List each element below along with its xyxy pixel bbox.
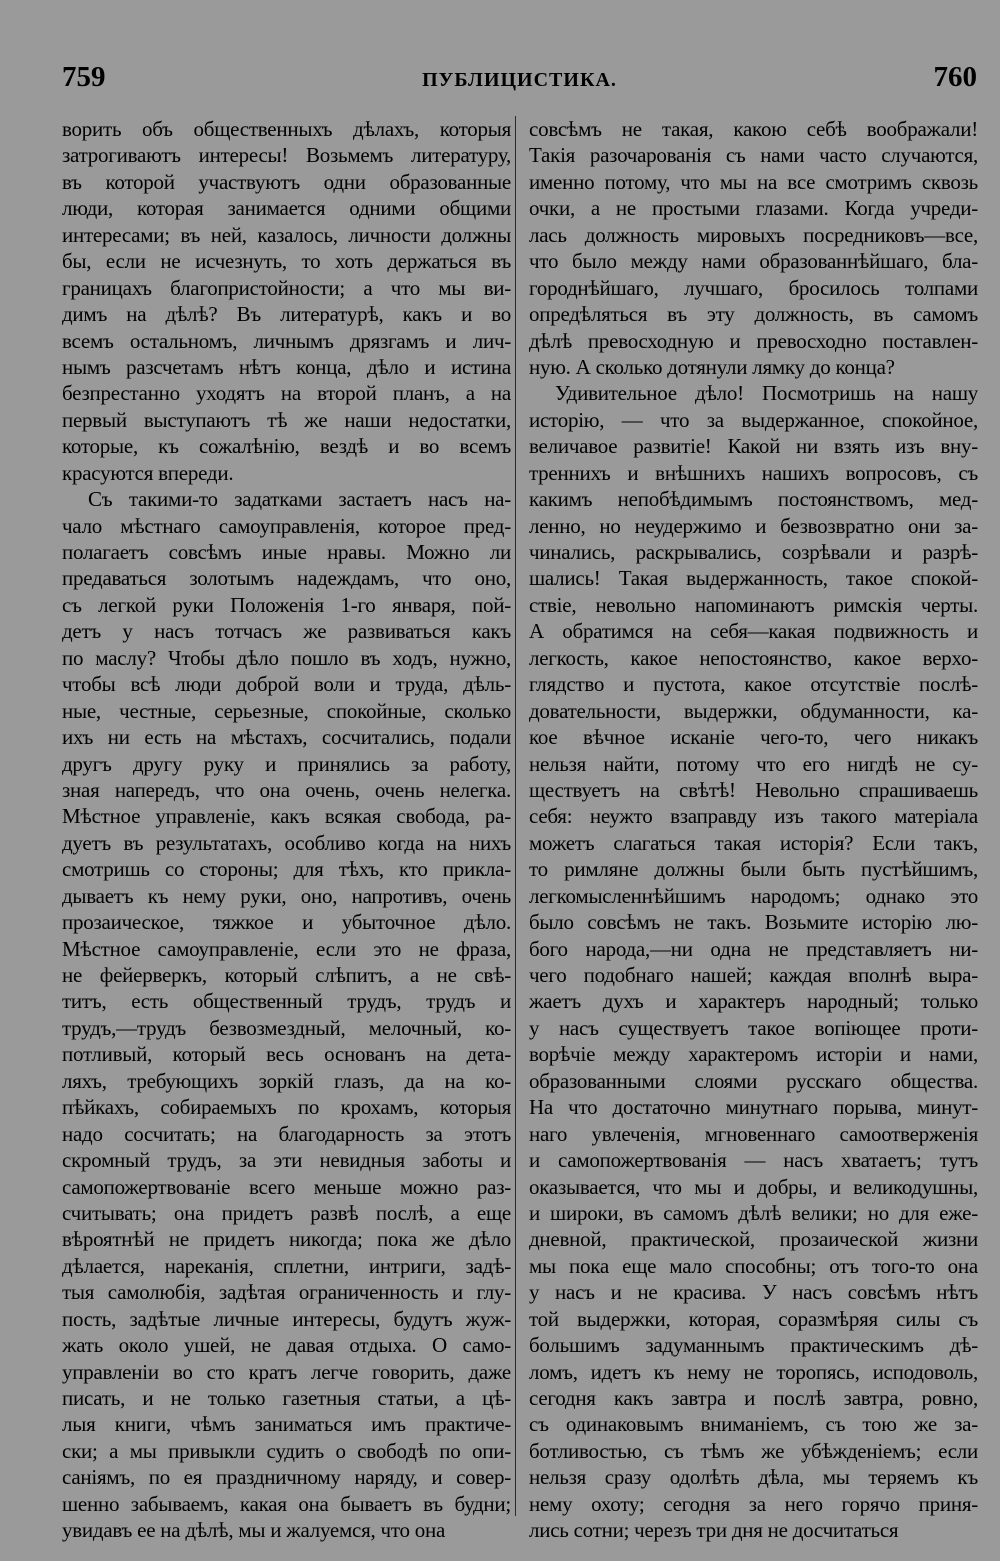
text-line: и самопожертвованія — насъ хватаетъ; тутъ (529, 1148, 978, 1173)
text-line: тыя самолюбія, задѣтая ограниченность и глу- (62, 1280, 511, 1305)
text-line: нымъ разсчетамъ нѣтъ конца, дѣло и истина (62, 354, 511, 379)
text-line: именно потому, что мы на все смотримъ сквозь (529, 169, 978, 194)
text-line: Такія разочарованія съ нами часто случаются, (529, 143, 978, 168)
text-line: дѣлѣ превосходную и превосходно поставлен- (529, 328, 978, 353)
text-line: потливый, который весь основанъ на дета- (62, 1042, 511, 1067)
text-line: жаетъ духъ и характеръ народный; только (529, 989, 978, 1014)
text-line: предаваться золотымъ надеждамъ, что оно, (62, 566, 511, 591)
text-line: кое вѣчное исканіе чего-то, чего никакъ (529, 725, 978, 750)
text-line: мы пока еще мало способны; отъ того-то она (529, 1253, 978, 1278)
text-line: чего подобнаго нашей; каждая вполнѣ выра- (529, 963, 978, 987)
text-line: считывать; она придетъ развѣ послѣ, а еще (62, 1200, 511, 1225)
text-line: самопожертвованіе всего меньше можно раз- (62, 1174, 511, 1199)
text-line: величавое развитіе! Какой ни взять изъ вну- (529, 434, 978, 459)
text-line: не фейерверкъ, который слѣпитъ, а не свѣ- (62, 963, 511, 987)
text-line: треннихъ и внѣшнихъ нашихъ вопросовъ, съ (529, 460, 978, 485)
text-line: ихъ ни есть на мѣстахъ, сосчитались, подали (62, 725, 511, 750)
text-line: дываетъ къ нему руки, оно, напротивъ, очень (62, 883, 511, 908)
text-line: совсѣмъ не такая, какою себѣ воображали! (529, 117, 978, 141)
text-line: Удивительное дѣло! Посмотришь на нашу (555, 381, 978, 406)
text-line: жать около ушей, не давая отдыха. О само- (62, 1333, 511, 1358)
text-line: интересами; въ ней, казалось, личности должны (62, 222, 511, 247)
left-text-column (62, 116, 511, 1544)
text-line: зная напередъ, что она очень, очень нелегка. (62, 777, 511, 802)
text-line: пость, задѣтые личные интересы, будутъ жуж- (62, 1306, 511, 1331)
text-line: какимъ непобѣдимымъ постоянствомъ, мед- (529, 487, 978, 512)
text-line: другъ другу руку и принялись за работу, (62, 751, 511, 776)
text-line: димъ на дѣлѣ? Въ литературѣ, какъ и во (62, 302, 511, 327)
page-number-right: 760 (933, 61, 977, 93)
text-line: чинались, раскрывались, созрѣвали и разрѣ- (529, 540, 978, 564)
text-line: надо сосчитать; на благодарность за этотъ (62, 1121, 511, 1146)
text-line: легкость, какое непостоянство, какое верхо- (529, 645, 978, 670)
text-line: съ легкой руки Положенія 1-го января, пой- (62, 592, 511, 617)
text-line: титъ, есть общественный трудъ, трудъ и (62, 989, 511, 1014)
text-line: писать, и не только газетныя статьи, а цѣ- (62, 1386, 511, 1410)
text-line: ществуетъ на свѣтѣ! Невольно спрашиваешь (529, 777, 978, 802)
running-title: ПУБЛИЦИСТИКА. (422, 69, 617, 91)
text-line: нельзя сразу одолѣть дѣла, мы теряемъ къ (529, 1465, 978, 1490)
text-line: ленно, но неудержимо и безвозвратно они за- (529, 513, 978, 538)
text-line: Съ такими-то задатками застаетъ насъ на- (88, 487, 511, 512)
text-line: трудъ,—трудъ безвозмездный, мелочный, ко- (62, 1015, 511, 1040)
text-line: первый выступаютъ тѣ же наши недостатки, (62, 407, 511, 432)
text-line: пѣйкахъ, собираемыхъ по крохамъ, которыя (62, 1095, 511, 1120)
text-line: исторію, — что за выдержанное, спокойное, (529, 407, 978, 432)
text-line: очки, а не простыми глазами. Когда учреди- (529, 196, 978, 221)
text-line: шались! Такая выдержанность, такое спокой- (529, 566, 978, 591)
text-line: полагаетъ совсѣмъ иные нравы. Можно ли (62, 540, 511, 564)
text-line: ботливостью, съ тѣмъ же убѣжденіемъ; если (529, 1438, 978, 1463)
text-line: дуетъ въ результатахъ, особливо когда на нихъ (62, 830, 511, 855)
text-line: шенно забываемъ, какая она бываетъ въ будни; (62, 1491, 511, 1516)
column-divider (515, 116, 516, 1516)
text-line: люди, которая занимается одними общими (62, 196, 511, 221)
text-line: ные, честные, серьезные, спокойные, сколько (62, 698, 511, 723)
text-line: ломъ, идетъ къ нему не торопясь, исподоволь, (529, 1359, 978, 1384)
text-line: бы, если не исчезнуть, то хоть держаться въ (62, 249, 511, 274)
text-line: по маслу? Чтобы дѣло пошло въ ходъ, нужно, (62, 645, 511, 670)
text-line: границахъ благопристойности; а что мы ви- (62, 275, 511, 300)
text-line: ствіе, невольно напоминаютъ римскія черты. (529, 592, 978, 617)
text-line: у насъ и не красива. У насъ совсѣмъ нѣтъ (529, 1280, 978, 1305)
text-line: скромный трудъ, за эти невидныя заботы и (62, 1148, 511, 1173)
text-line: смотришь со стороны; для тѣхъ, кто прикла- (62, 857, 511, 882)
text-line: дѣлается, нареканія, сплетни, интриги, задѣ- (62, 1253, 511, 1278)
text-line: Мѣстное самоуправленіе, если это не фраза, (62, 936, 511, 961)
text-line: ворить объ общественныхъ дѣлахъ, которыя (62, 117, 511, 141)
right-text-column (529, 116, 978, 1544)
text-line: безпрестанно уходятъ на второй планъ, а на (62, 381, 511, 406)
text-line: себя: неужто взаправду изъ такого матеріала (529, 804, 978, 829)
text-line: дневной, практической, прозаической жизни (529, 1227, 978, 1252)
text-line: детъ у насъ тотчасъ же развиваться какъ (62, 619, 511, 644)
text-line: то римляне должны были быть пустѣйшимъ, (529, 857, 978, 882)
text-line: лись сотни; черезъ три дня не досчитаться (529, 1518, 899, 1543)
text-line: городнѣйшаго, лучшаго, бросилось толпами (529, 275, 978, 300)
text-line: глядство и пустота, какое отсутствіе послѣ- (529, 672, 978, 697)
text-line: опредѣляться въ эту должность, въ самомъ (529, 302, 978, 327)
text-line: затрогиваютъ интересы! Возьмемъ литературу, (62, 143, 511, 168)
text-line: образованными слоями русскаго общества. (529, 1068, 978, 1093)
text-line: сегодня какъ завтра и послѣ завтра, ровно, (529, 1386, 978, 1410)
text-line: ски; а мы привыкли судить о свободѣ по опи- (62, 1438, 511, 1463)
text-line: бого народа,—ни одна не представляетъ ни- (529, 936, 978, 961)
text-line: лыя книги, чѣмъ заниматься имъ практиче- (62, 1412, 511, 1437)
text-line: оказывается, что мы и добры, и великодушны, (529, 1174, 978, 1199)
text-line: саніямъ, по ея праздничному наряду, и совер- (62, 1465, 511, 1490)
page-number-left: 759 (62, 61, 106, 93)
text-line: можетъ слагаться такая исторія? Если такъ, (529, 830, 978, 855)
text-line: легкомысленнѣйшимъ народомъ; однако это (529, 883, 978, 908)
text-line: чтобы всѣ люди доброй воли и труда, дѣль- (62, 672, 511, 697)
text-line: ворѣчіе между характеромъ исторіи и нами, (529, 1042, 978, 1067)
page-header (62, 62, 977, 102)
text-line: которые, къ сожалѣнію, вездѣ и во всемъ (62, 434, 511, 459)
text-line: что было между нами образованнѣйшаго, бла- (529, 249, 978, 274)
text-line: На что достаточно минутнаго порыва, минут- (529, 1095, 978, 1120)
text-line: нему охоту; сегодня за него горячо приня- (529, 1491, 978, 1516)
text-line: большимъ задуманнымъ практическимъ дѣ- (529, 1333, 978, 1358)
text-line: въ которой участвуютъ одни образованные (62, 169, 511, 194)
text-line: съ одинаковымъ вниманіемъ, съ тою же за- (529, 1412, 978, 1437)
text-line: ляхъ, требующихъ зоркій глазъ, да на ко- (62, 1068, 511, 1093)
text-line: прозаическое, тяжкое и убыточное дѣло. (62, 910, 511, 935)
text-line: Мѣстное управленіе, какъ всякая свобода, ра- (62, 804, 511, 829)
text-line: всемъ остальномъ, личнымъ дрязгамъ и лич- (62, 328, 511, 353)
text-line: чало мѣстнаго самоуправленія, которое пред- (62, 513, 511, 538)
text-line: у насъ существуетъ такое вопіющее проти- (529, 1015, 978, 1040)
text-line: увидавъ ее на дѣлѣ, мы и жалуемся, что она (62, 1518, 446, 1543)
text-line: наго увлеченія, мгновеннаго самоотверженія (529, 1121, 978, 1146)
text-line: вѣроятнѣй не придетъ никогда; пока же дѣло (62, 1227, 511, 1252)
text-line: и широки, въ самомъ дѣлѣ велики; но для еже- (529, 1200, 978, 1225)
text-line: красуются впереди. (62, 460, 234, 485)
text-line: было совсѣмъ не такъ. Возьмите исторію лю- (529, 910, 978, 935)
text-line: управленіи во сто кратъ легче говорить, даже (62, 1359, 511, 1384)
text-line: лась должность мировыхъ посредниковъ—все, (529, 222, 978, 247)
text-line: нельзя найти, потому что его нигдѣ не су- (529, 751, 978, 776)
text-line: той выдержки, которая, соразмѣряя силы съ (529, 1306, 978, 1331)
text-line: ную. А сколько дотянули лямку до конца? (529, 354, 895, 379)
text-line: довательности, выдержки, обдуманности, ка- (529, 698, 978, 723)
text-line: А обратимся на себя—какая подвижность и (529, 619, 978, 644)
